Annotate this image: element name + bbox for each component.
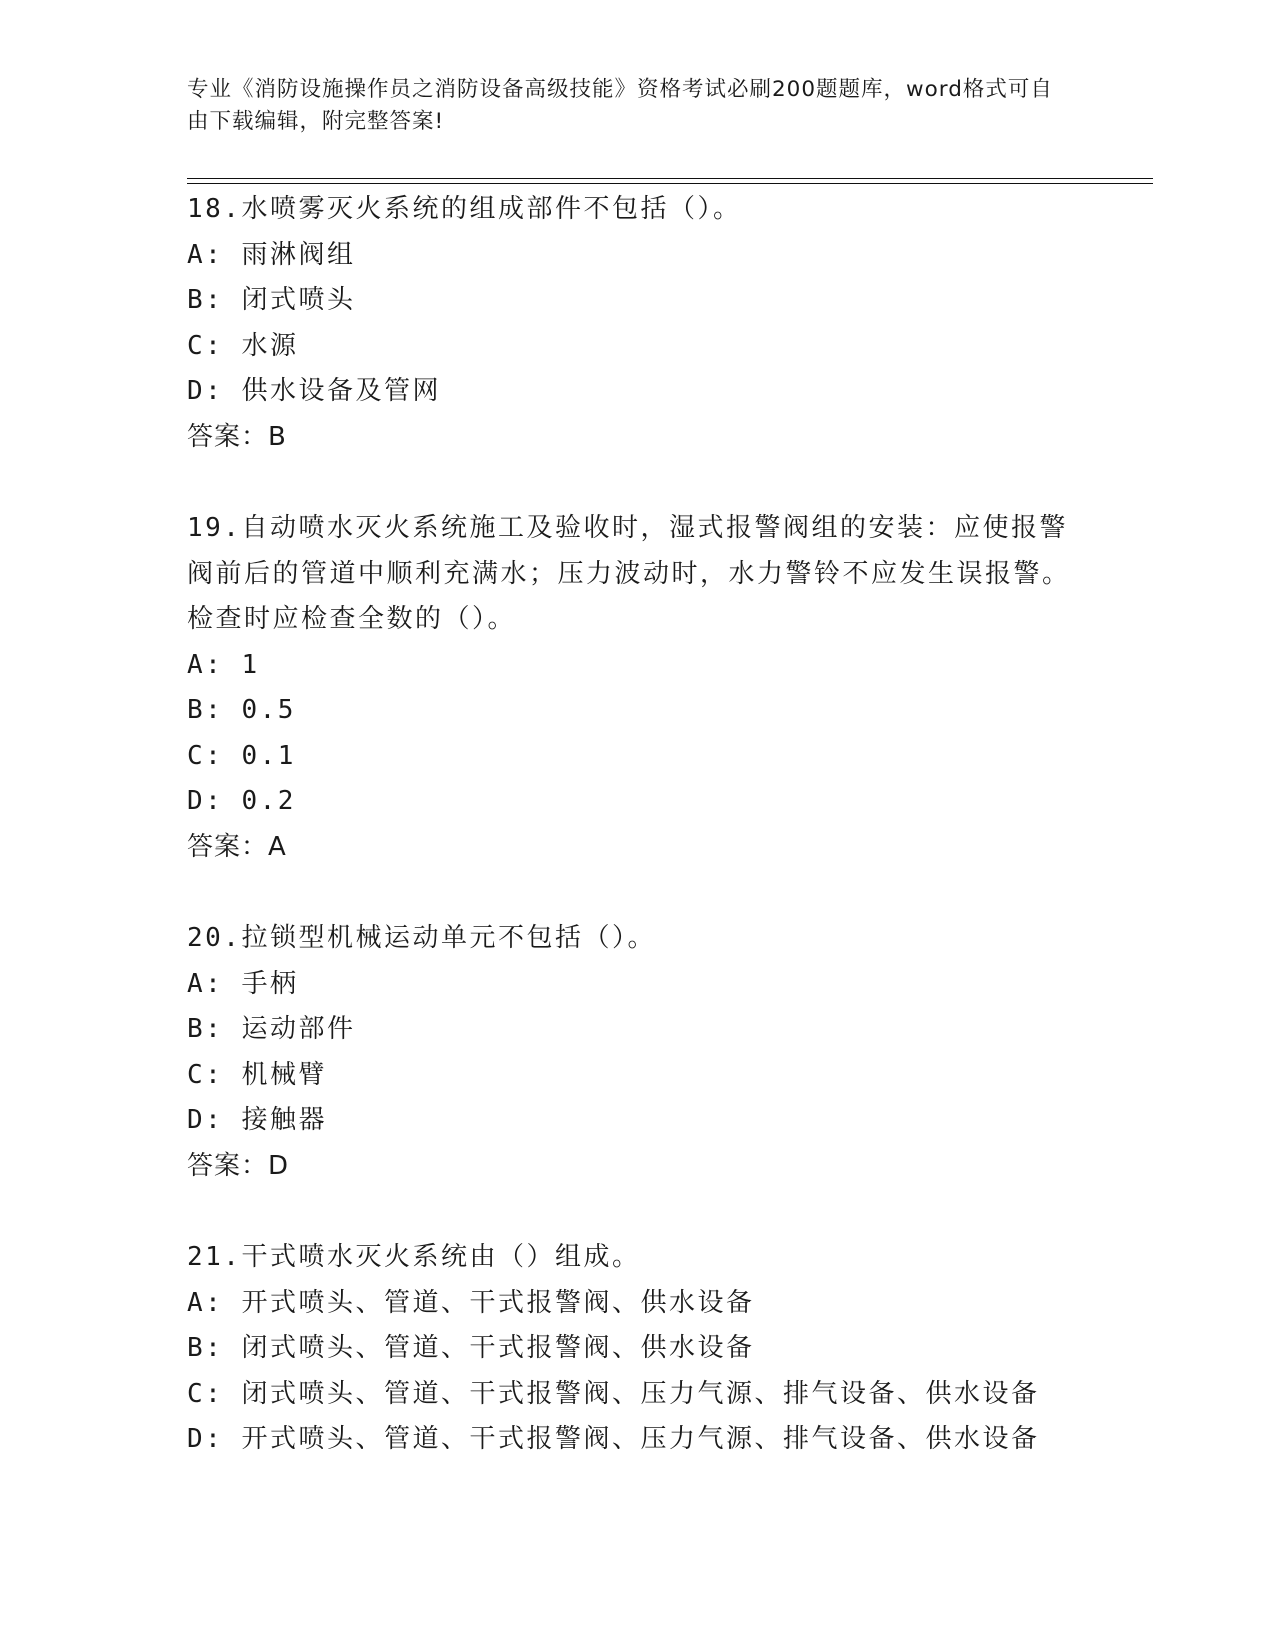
option-c: C: 机械臂 (187, 1059, 327, 1090)
answer-label: 答案：D (187, 1150, 290, 1181)
question-stem: 20.拉锁型机械运动单元不包括（）。 (187, 923, 656, 953)
option-d: D: 0.2 (187, 786, 296, 816)
answer-label: 答案：B (187, 421, 287, 452)
option-c: C: 闭式喷头、管道、干式报警阀、压力气源、排气设备、供水设备 (187, 1378, 1040, 1409)
question-20 (187, 916, 1087, 1189)
header-rule-top (187, 178, 1153, 179)
question-list (187, 187, 1087, 1509)
header-rule-bottom (187, 183, 1153, 184)
option-b: B: 闭式喷头、管道、干式报警阀、供水设备 (187, 1333, 755, 1363)
option-a: A: 1 (187, 649, 260, 680)
question-18 (187, 187, 1087, 460)
option-d: D: 开式喷头、管道、干式报警阀、压力气源、排气设备、供水设备 (187, 1424, 1040, 1454)
question-19 (187, 506, 1087, 870)
option-d: D: 供水设备及管网 (187, 376, 441, 406)
option-b: B: 0.5 (187, 695, 296, 725)
option-a: A: 雨淋阀组 (187, 239, 356, 270)
question-21 (187, 1235, 1087, 1463)
question-stem: 19.自动喷水灭火系统施工及验收时，湿式报警阀组的安装：应使报警阀前后的管道中顺利充满水；压力波动时，水力警铃不应发生误报警。检查时应检查全数的（）。 (187, 513, 1071, 634)
question-stem: 21.干式喷水灭火系统由（）组成。 (187, 1242, 641, 1272)
option-a: A: 开式喷头、管道、干式报警阀、供水设备 (187, 1287, 755, 1318)
option-d: D: 接触器 (187, 1105, 327, 1135)
option-b: B: 运动部件 (187, 1014, 356, 1044)
option-b: B: 闭式喷头 (187, 285, 356, 315)
document-header: 专业《消防设施操作员之消防设备高级技能》资格考试必刷200题题库，word格式可自由下载编辑，附完整答案! (187, 77, 1053, 134)
option-c: C: 0.1 (187, 740, 296, 771)
option-c: C: 水源 (187, 330, 299, 361)
answer-label: 答案：A (187, 831, 287, 862)
question-stem: 18.水喷雾灭火系统的组成部件不包括（）。 (187, 194, 742, 224)
option-a: A: 手柄 (187, 968, 299, 999)
